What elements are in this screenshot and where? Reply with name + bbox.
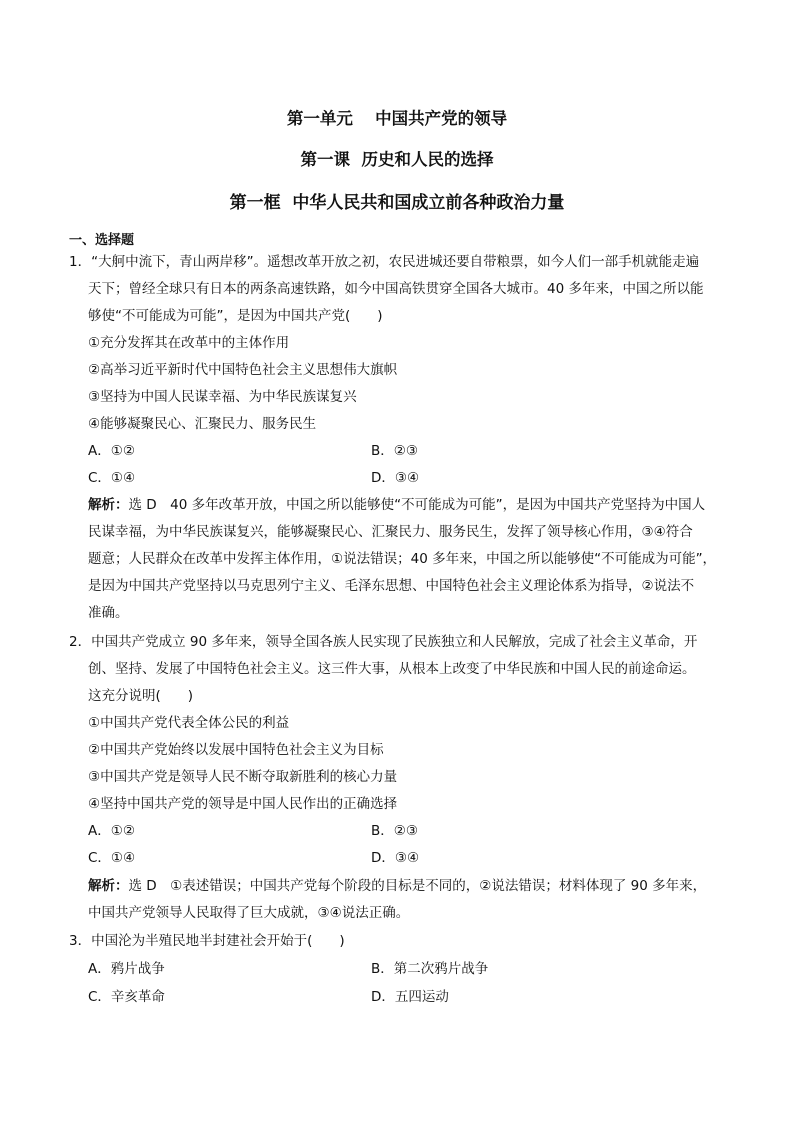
analysis-line	[88, 877, 706, 895]
option-b: B．②③	[371, 443, 418, 459]
question-stem-line: 1．“大舸中流下，青山两岸移”。遥想改革开放之初，农民进城还要自带粮票，如今人们一部手机就能走遍	[69, 254, 700, 270]
statement-item: ④能够凝聚民心、汇聚民力、服务民生	[88, 416, 317, 432]
option-c: C．①④	[88, 470, 136, 486]
analysis-label: 解析：	[88, 878, 129, 894]
question-stem-line: 够使“不可能成为可能”，是因为中国共产党( )	[88, 308, 383, 324]
question-stem-line: 2．中国共产党成立 90 多年来，领导全国各族人民实现了民族独立和人民解放，完成了社会主义革命，开	[69, 634, 698, 650]
option-b: B．第二次鸦片战争	[371, 961, 489, 977]
analysis-text: 选 D 40 多年改革开放，中国之所以能够使“不可能成为可能”，是因为中国共产党坚持为中国人	[128, 497, 706, 513]
option-d: D．③④	[371, 850, 420, 866]
option-d: D．五四运动	[371, 989, 449, 1005]
analysis-line	[88, 496, 705, 514]
unit-title: 第一单元 中国共产党的领导	[286, 109, 508, 128]
analysis-line: 准确。	[88, 605, 129, 621]
option-c: C．辛亥革命	[88, 989, 165, 1005]
option-d: D．③④	[371, 470, 420, 486]
statement-item: ③中国共产党是领导人民不断夺取新胜利的核心力量	[88, 769, 398, 785]
analysis-line: 中国共产党领导人民取得了巨大成就，③④说法正确。	[88, 905, 410, 921]
analysis-text: 选 D ①表述错误；中国共产党每个阶段的目标是不同的，②说法错误；材料体现了 90 多年来，	[128, 878, 707, 894]
analysis-line: 是因为中国共产党坚持以马克思列宁主义、毛泽东思想、中国特色社会主义理论体系为指导，②说法不	[88, 578, 695, 594]
analysis-line: 民谋幸福，为中华民族谋复兴，能够凝聚民心、汇聚民力、服务民生，发挥了领导核心作用，③④符合	[88, 524, 693, 540]
statement-item: ②中国共产党始终以发展中国特色社会主义为目标	[88, 742, 384, 758]
question-stem-line: 创、坚持、发展了中国特色社会主义。这三件大事，从根本上改变了中华民族和中国人民的前途命运。	[88, 661, 696, 677]
statement-item: ②高举习近平新时代中国特色社会主义思想伟大旗帜	[88, 362, 398, 378]
analysis-line: 题意；人民群众在改革中发挥主体作用，①说法错误；40 多年来，中国之所以能够使“不可能成为可能”，	[88, 551, 717, 567]
lesson-title: 第一课 历史和人民的选择	[300, 150, 494, 169]
question-stem-line: 天下；曾经全球只有日本的两条高速铁路，如今中国高铁贯穿全国各大城市。40 多年来，中国之所以能	[88, 281, 704, 297]
section-heading: 一、选择题	[69, 233, 135, 248]
statement-item: ③坚持为中国人民谋幸福、为中华民族谋复兴	[88, 389, 357, 405]
statement-item: ④坚持中国共产党的领导是中国人民作出的正确选择	[88, 796, 398, 812]
question-stem-line: 3．中国沦为半殖民地半封建社会开始于( )	[69, 933, 345, 949]
statement-item: ①中国共产党代表全体公民的利益	[88, 715, 290, 731]
analysis-label: 解析：	[88, 497, 129, 513]
option-a: A．①②	[88, 443, 135, 459]
option-a: A．①②	[88, 823, 135, 839]
question-stem-line: 这充分说明( )	[88, 688, 194, 704]
statement-item: ①充分发挥其在改革中的主体作用	[88, 335, 290, 351]
option-c: C．①④	[88, 850, 136, 866]
option-b: B．②③	[371, 823, 418, 839]
frame-title: 第一框 中华人民共和国成立前各种政治力量	[229, 193, 565, 213]
option-a: A．鸦片战争	[88, 961, 165, 977]
